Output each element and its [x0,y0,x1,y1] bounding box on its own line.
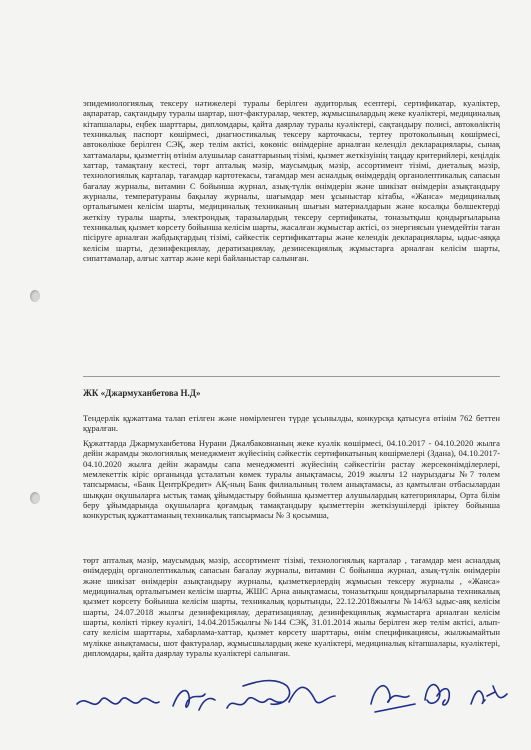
signature-6 [471,686,507,704]
paragraph-middle: Құжаттарда Джармуханбетова Нурани Джалбаковнаның жеке куәлік көшірмесі, 04.10.2017 - 04.10.2020 жылға дейін жарамды экологиялық менеджмент жүйесінің сәйкестік сертификатының көшірмелері (Здана), 04.10.2017- 04.10.2020 жылға дейін жарамды сапа менеджменті жүйесінің сәйкестігін растау жерсекөнімділерлері, мемлекеттік кіріс органында ұсталатын көмек туралы анықтамасы, 2019 жылғы 12 наурыздағы №7 төлем тапсырмасы, «Банк ЦентрКредит» АҚ-ның Банк филиалының төлем анықтамасы, аз қамтылған отбасылардан шыққан оқушыларға ыстық тамақ ұйымдастыру бойынша қызметтер алушылардың категориялары, Орта білім беру ұйымдарында оқушыларға қоғамдық тамақтандыру қызметтерін жеткізушілерді іріктеу бойынша конкурстық құжаттаманың техникалық тапсырмасы № 3 қосымша, [83,438,500,521]
body-text-block [83,98,500,264]
paragraph-short: Тендерлік құжаттама талап етілген және нөмірленген түрде ұсынылды, конкурсқа қатысуға өтінім 762 беттен құралған. [83,413,500,434]
binder-hole-bottom [30,492,40,504]
bottom-paragraph-block [83,555,500,658]
signature-row [75,656,515,726]
signature-4 [371,686,415,712]
paragraph-top: эпидемиологиялық тексеру нәтижелері туралы берілген аудиторлық есептері, сертификатар, куәліктер, ақпаратар, сақтандыру туралы шартар, шот-фактуралар, чектер, жұмысшылардың жеке куәліктері, медициналық кітапшалары, еңбек шарттары, дипломдары, қайта даярлау туралы куәліктері, сақтандыру полисі, автокөліктің техникалық паспорт көшірмесі, диагностикалық тексеру карточкасы, тертеу протоколының көшірмесі, автокөлікке берілген СЭҚ, жер телім актісі, көкөніс өнімдеріне арналған келенділ декларациялары, сынақ хаттамалары, қызметтің өтінім алушылар санаттарының тізімі, қызмет жеткізуінің таңдау критерийлері, кеңілдік хаттар, тамақтану кестесі, төрт апталық мәзір, маусымдық мәзір, ассортимент тізімі, диеталық мәзір, технологиялық карталар, тағамдар картотекасы, тағамдар мен асналдық өнімдердің органолептикалық сапасын бағалау журналы, витамин С бойынша журнал, азық-түлік өнімдерін және шикізат өнімдерін азықтандыру журналы, температураны бақылау журналы, шағымдар мен ұсыныстар кітабы, «Жанса» медициналық орталығымен келісім шарты, медициналық техниканың шығын материалдарын және косалқы бөлшектерді жеткізу туралы шарты, электрондық таразылардың тексеру сертификаты, тоназытқыш қондырғыларына техникалық қызмет көрсету бойынша келісім шарты, жасалған жұмыстар актісі, оз энергиясын үнемдейтін таған пісіруге арналған жабдықтардың тізімі, сәйкестік сертификаттары және келендік декларациялары, ыдыс-аяққа келісім шарты, дезинфекциялау, дератизациялау, дезинсекциялық жұмыстарға арналған келісім шарты, сипаттамалар, алғыс хаттар және кері байланыстар салынған. [83,98,500,264]
section-heading: ЖК «Джармуханбетова Н.Д» [83,388,201,398]
signature-1 [77,698,159,704]
section-divider [83,376,500,377]
signature-3 [227,681,335,708]
signatures-svg [75,656,515,726]
signature-2 [173,691,215,710]
signature-5 [425,685,449,705]
short-paragraph-block [83,413,500,434]
binder-hole-top [30,290,40,302]
paragraph-bottom: төрт апталық мәзір, маусымдық мәзір, ассортимент тізімі, технологиялық карталар , тағамдар мен асналдық өнімдердің органолептикалық сапасын бағалау журналы, витамин С бойынша журнал, азық-түлік өнімдерін және шикізат өнімдерін азықтандыру журналы, қызметкерлердің жұмысын тексеру журналы , «Жанса» медициналық орталығымен келісім шарты, ЖШС Арна анықтамасы, тоназытқыш қондырғыларына техникалық қызмет көрсету бойынша келісім шарты, техникалық қорытынды, 22.12.2018жылғы №14/63 ыдыс-аяқ келісім шарты, 24.07.2018 жылғы дезинфекциялау, дератизациялау, дезинфекциялық жұмыстарға арналған келісім шарты, көлікті тіркеу куәлігі, 14.04.2015жылғы №144 СЭҚ, 31.01.2014 жылы берілген жер телім актісі, алып-сату келісім шарттары, хабарлама-хаттар, қызмет көрсету шарттары, өнім спецификациясы, жылжымайтын мүлікке анықтамасы, шот фактуралар, жұмысшылардың жеке куәліктері, медициналық кітапшалары, куәліктері, дипломдары, қайта даярлау туралы куәліктері салынған. [83,555,500,659]
middle-paragraph-block [83,438,500,521]
